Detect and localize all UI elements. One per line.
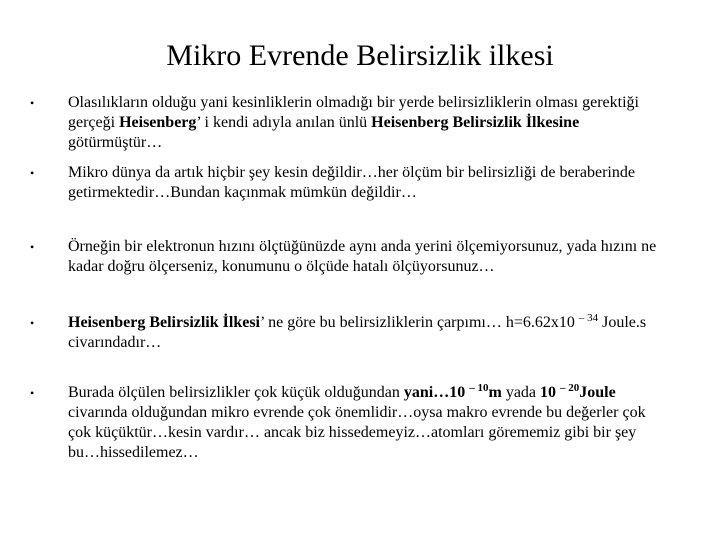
bold-text: 10 <box>540 384 561 401</box>
bullet-dot: • <box>30 240 35 254</box>
text-segment: Burada ölçülen belirsizlikler çok küçük olduğundan <box>68 384 404 401</box>
text-segment: Joule.s civarındadır… <box>68 314 647 351</box>
bullet-dot: • <box>30 166 35 180</box>
bold-text: yani…10 <box>403 384 470 401</box>
bullet-text <box>68 383 672 463</box>
bold-text: m <box>488 384 502 401</box>
text-segment: ’ ne göre bu belirsizliklerin çarpımı… h=6.62x10 <box>260 314 579 331</box>
text-segment: götürmüştür… <box>68 134 163 151</box>
exponent: – 10 <box>469 382 489 394</box>
bullet-text: Mikro dünya da artık hiçbir şey kesin değildir…her ölçüm bir belirsizliği de beraberinde getirmektedir…Bundan kaçınmak mümkün değildir… <box>68 164 635 201</box>
exponent: – 34 <box>578 312 599 324</box>
bullet-text <box>68 93 672 153</box>
text-segment: Olasılıkların olduğu yani kesinliklerin olmadığı bir yerde belirsizliklerin olması gerektiği gerçeği <box>68 94 639 131</box>
bold-text: Heisenberg Belirsizlik İlkesi <box>68 314 260 331</box>
bullet-dot: • <box>30 316 35 330</box>
bullet-text: Örneğin bir elektronun hızını ölçtüğünüzde aynı anda yerini ölçemiyorsunuz, yada hızını ne kadar doğru ölçerseniz, konumunu o ölçüde hatalı ölçüyorsunuz… <box>68 238 657 275</box>
bullet-text <box>68 313 672 353</box>
slide-title: Mikro Evrende Belirsizlik ilkesi <box>166 39 554 72</box>
bullet-dot: • <box>30 96 35 110</box>
bullet-dot: • <box>30 386 35 400</box>
text-segment: ’ i kendi adıyla anılan ünlü <box>196 114 372 131</box>
text-segment: civarında olduğundan mikro evrende çok önemlidir…oysa makro evrende bu değerler çok çok küçüktür…kesin vardır… ancak biz hissedemeyiz…atomları görememiz gibi bir şey bu…hissedilemez… <box>68 404 646 461</box>
exponent: – 20 <box>560 382 580 394</box>
text-segment: yada <box>501 384 541 401</box>
bold-text: Joule <box>579 384 616 401</box>
bold-text: Heisenberg Belirsizlik İlkesine <box>371 114 580 131</box>
bold-text: Heisenberg <box>119 114 197 131</box>
